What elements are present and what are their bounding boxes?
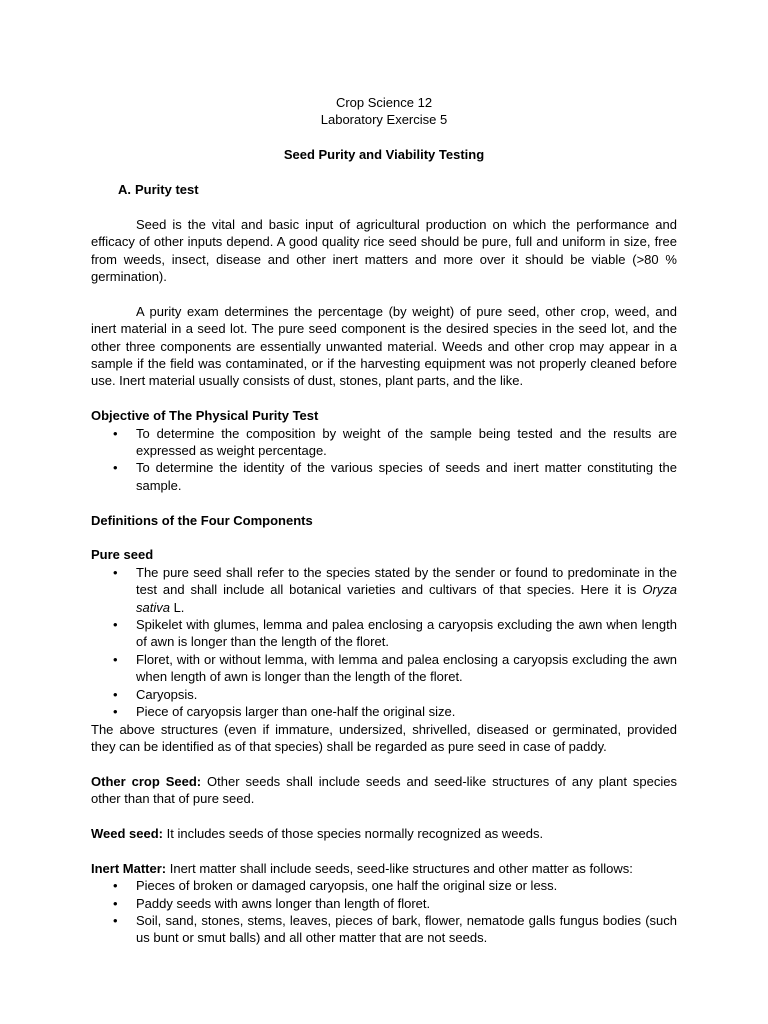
objective-heading: Objective of The Physical Purity Test (91, 408, 319, 424)
bullet-icon: • (113, 912, 118, 928)
weed-seed-label: Weed seed: (91, 825, 164, 841)
bullet-icon: • (113, 425, 118, 441)
exercise-title: Laboratory Exercise 5 (320, 112, 448, 128)
inert-matter-list (91, 877, 677, 947)
species-name: Oryza sativa (136, 582, 677, 615)
list-item: • Spikelet with glumes, lemma and palea enclosing a caryopsis excluding the awn when length of awn is longer than the length of the floret. (113, 617, 677, 650)
bullet-icon: • (113, 878, 118, 894)
document-body (91, 94, 677, 947)
list-item: • Paddy seeds with awns longer than length of floret. (113, 895, 431, 911)
bullet-icon: • (113, 651, 118, 667)
list-item: • Pieces of broken or damaged caryopsis, one half the original size or less. (113, 878, 558, 894)
objective-list (91, 425, 677, 495)
section-letter: A. (118, 182, 131, 197)
list-item: • The pure seed shall refer to the species stated by the sender or found to predominate in the test and shall include all botanical varieties and cultivars of that species. Here it is Oryza sativa L. (113, 564, 677, 615)
section-title: Purity test (135, 182, 199, 197)
inert-matter-paragraph: Inert Matter: Inert matter shall include seeds, seed-like structures and other matter as follows: (91, 860, 633, 876)
bullet-icon: • (113, 564, 118, 580)
list-item: • To determine the identity of the various species of seeds and inert matter constituting the sample. (113, 460, 677, 493)
other-crop-paragraph: Other crop Seed: Other seeds shall include seeds and seed-like structures of any plant species other than that of pure seed. (91, 773, 677, 807)
intro-paragraph: Seed is the vital and basic input of agricultural production on which the performance and efficacy of other inputs depend. A good quality rice seed should be pure, full and uniform in size, free from weeds, insect, disease and other inert matters and more over it should be viable (>80 % germination). (91, 216, 677, 285)
pure-seed-note: The above structures (even if immature, undersized, shrivelled, diseased or germinated, provided they can be identified as of that species) shall be regarded as pure seed in case of paddy. (91, 721, 677, 754)
list-item: • Piece of caryopsis larger than one-half the original size. (113, 704, 456, 720)
page-title: Seed Purity and Viability Testing (283, 147, 485, 163)
purity-exam-paragraph: A purity exam determines the percentage (by weight) of pure seed, other crop, weed, and inert material in a seed lot. The pure seed component is the desired species in the seed lot, and the other three components are essentially unwanted material. Weeds and other crop may appear in a sample if the field was contaminated, or if the harvesting equipment was not properly cleaned before use. Inert material usually consists of dust, stones, plant parts, and the like. (91, 303, 677, 389)
list-item: • Soil, sand, stones, stems, leaves, pieces of bark, flower, nematode galls fungus bodies (such us bunt or smut balls) and all other matter that are not seeds. (113, 912, 677, 946)
course-title: Crop Science 12 (335, 95, 433, 110)
list-item: • Caryopsis. (113, 686, 198, 702)
list-item: • Floret, with or without lemma, with lemma and palea enclosing a caryopsis excluding the awn when length of awn is longer than the length of the floret. (113, 651, 677, 685)
bullet-icon: • (113, 617, 118, 633)
bullet-icon: • (113, 460, 118, 476)
bullet-icon: • (113, 895, 118, 911)
pure-seed-heading: Pure seed (91, 547, 154, 563)
list-item: • To determine the composition by weight of the sample being tested and the results are expressed as weight percentage. (113, 425, 677, 459)
other-crop-label: Other crop Seed: (91, 773, 202, 789)
weed-seed-paragraph: Weed seed: It includes seeds of those species normally recognized as weeds. (91, 825, 544, 841)
inert-matter-label: Inert Matter: (91, 860, 167, 876)
pure-seed-list (91, 564, 677, 721)
section-a-heading (91, 181, 677, 198)
definitions-heading: Definitions of the Four Components (91, 512, 313, 528)
bullet-icon: • (113, 704, 118, 720)
bullet-icon: • (113, 686, 118, 702)
